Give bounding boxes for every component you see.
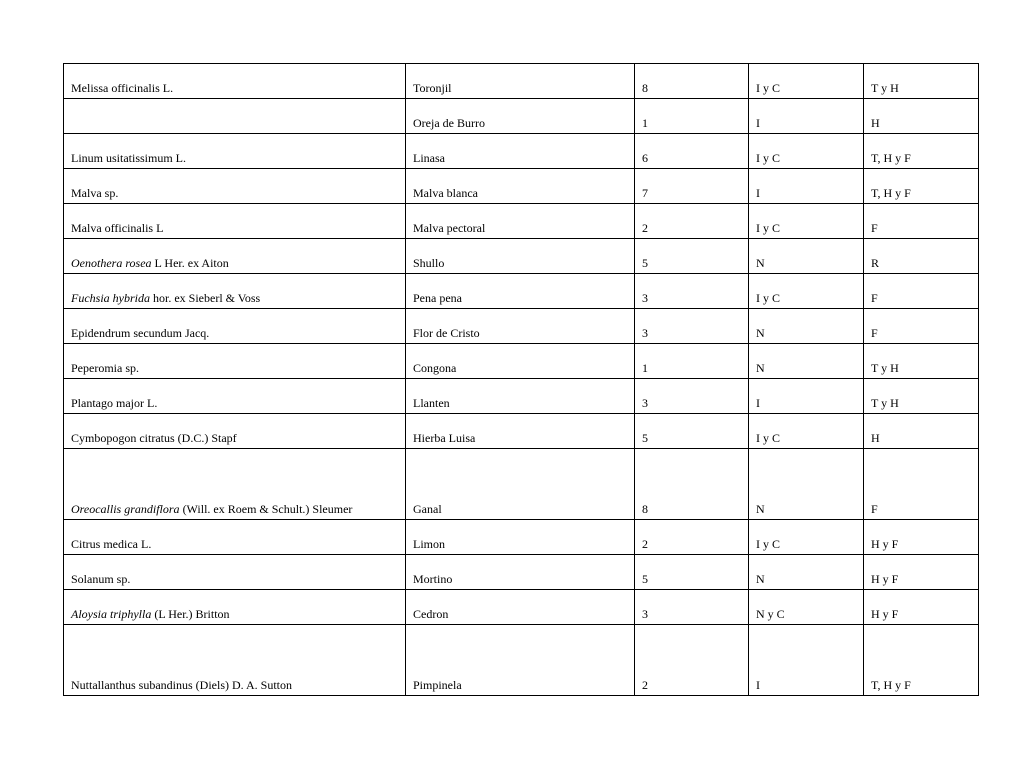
scientific-name-cell: Citrus medica L. [64,520,406,555]
count-cell: 3 [635,379,749,414]
table-row [64,344,979,379]
origin-cell: I [749,625,864,696]
common-name-cell: Oreja de Burro [406,99,635,134]
common-name-cell: Malva blanca [406,169,635,204]
count-cell: 1 [635,344,749,379]
count-cell: 5 [635,414,749,449]
count-cell: 5 [635,555,749,590]
count-cell: 8 [635,449,749,520]
table-row [64,520,979,555]
scientific-name-cell: Epidendrum secundum Jacq. [64,309,406,344]
table-row [64,64,979,99]
origin-cell: N [749,555,864,590]
count-cell: 3 [635,590,749,625]
common-name-cell: Shullo [406,239,635,274]
scientific-name-cell: Melissa officinalis L. [64,64,406,99]
scientific-name-cell: Malva sp. [64,169,406,204]
origin-cell: I [749,379,864,414]
table-row [64,590,979,625]
origin-cell: I y C [749,204,864,239]
common-name-cell: Toronjil [406,64,635,99]
use-cell: T, H y F [864,625,979,696]
common-name-cell: Congona [406,344,635,379]
origin-cell: I y C [749,64,864,99]
use-cell: H [864,414,979,449]
table-row [64,274,979,309]
use-cell: F [864,449,979,520]
scientific-name-cell: Cymbopogon citratus (D.C.) Stapf [64,414,406,449]
scientific-name-cell: Peperomia sp. [64,344,406,379]
count-cell: 3 [635,274,749,309]
common-name-cell: Pimpinela [406,625,635,696]
scientific-name-cell: Oreocallis grandiflora (Will. ex Roem & Schult.) Sleumer [64,449,406,520]
plant-table [63,63,979,696]
count-cell: 7 [635,169,749,204]
count-cell: 3 [635,309,749,344]
common-name-cell: Limon [406,520,635,555]
common-name-cell: Ganal [406,449,635,520]
scientific-name-cell [64,99,406,134]
count-cell: 2 [635,204,749,239]
scientific-name-cell: Nuttallanthus subandinus (Diels) D. A. Sutton [64,625,406,696]
use-cell: H [864,99,979,134]
common-name-cell: Pena pena [406,274,635,309]
origin-cell: I y C [749,274,864,309]
common-name-cell: Malva pectoral [406,204,635,239]
count-cell: 1 [635,99,749,134]
use-cell: F [864,204,979,239]
table-row [64,449,979,520]
use-cell: F [864,309,979,344]
scientific-name-cell: Linum usitatissimum L. [64,134,406,169]
table-row [64,134,979,169]
common-name-cell: Linasa [406,134,635,169]
scientific-name-cell: Aloysia triphylla (L Her.) Britton [64,590,406,625]
scientific-name-cell: Plantago major L. [64,379,406,414]
table-row [64,204,979,239]
origin-cell: N [749,449,864,520]
common-name-cell: Mortino [406,555,635,590]
use-cell: T, H y F [864,169,979,204]
scientific-name-cell: Malva officinalis L [64,204,406,239]
origin-cell: N [749,309,864,344]
common-name-cell: Flor de Cristo [406,309,635,344]
origin-cell: I y C [749,520,864,555]
count-cell: 6 [635,134,749,169]
table-row [64,379,979,414]
use-cell: T y H [864,64,979,99]
scientific-name-cell: Solanum sp. [64,555,406,590]
use-cell: T y H [864,344,979,379]
table-row [64,169,979,204]
use-cell: F [864,274,979,309]
origin-cell: N [749,344,864,379]
use-cell: H y F [864,590,979,625]
use-cell: T, H y F [864,134,979,169]
table-row [64,555,979,590]
scientific-name-cell: Fuchsia hybrida hor. ex Sieberl & Voss [64,274,406,309]
origin-cell: I [749,99,864,134]
origin-cell: I y C [749,134,864,169]
origin-cell: N y C [749,590,864,625]
use-cell: H y F [864,520,979,555]
common-name-cell: Cedron [406,590,635,625]
common-name-cell: Llanten [406,379,635,414]
count-cell: 2 [635,625,749,696]
table-row [64,309,979,344]
origin-cell: I [749,169,864,204]
use-cell: T y H [864,379,979,414]
scientific-name-cell: Oenothera rosea L Her. ex Aiton [64,239,406,274]
use-cell: R [864,239,979,274]
use-cell: H y F [864,555,979,590]
common-name-cell: Hierba Luisa [406,414,635,449]
origin-cell: I y C [749,414,864,449]
count-cell: 2 [635,520,749,555]
table-row [64,99,979,134]
table-row [64,625,979,696]
table-row [64,239,979,274]
count-cell: 5 [635,239,749,274]
count-cell: 8 [635,64,749,99]
origin-cell: N [749,239,864,274]
table-row [64,414,979,449]
